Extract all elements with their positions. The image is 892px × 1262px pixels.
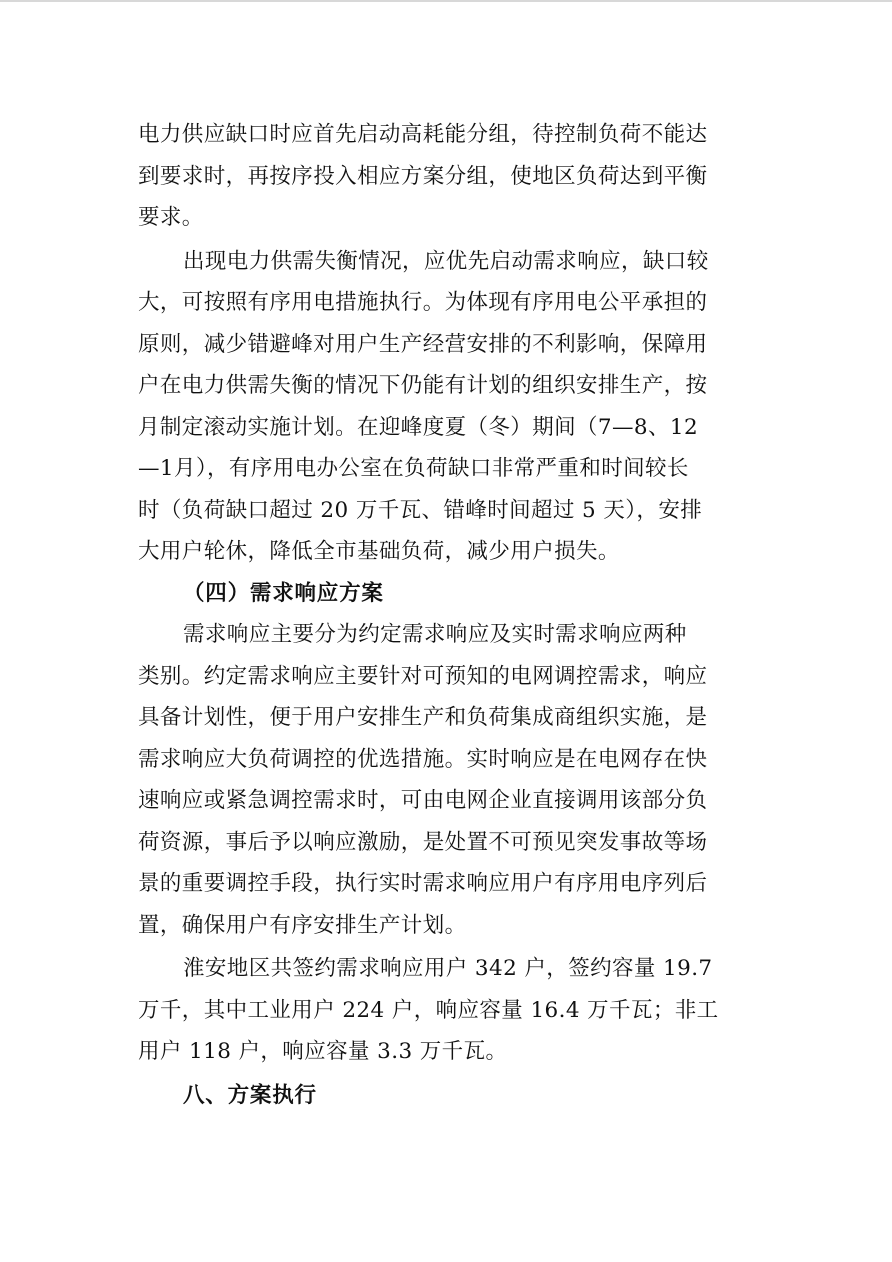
text-line: 户在电力供需失衡的情况下仍能有计划的组织安排生产，按: [138, 373, 708, 398]
paragraph-demand-response: [138, 614, 756, 946]
text-line: 速响应或紧急调控需求时，可由电网企业直接调用该部分负: [138, 788, 708, 813]
text-line: 淮安地区共签约需求响应用户 342 户，签约容量 19.7: [183, 956, 713, 981]
text-line: 置，确保用户有序安排生产计划。: [138, 912, 467, 938]
paragraph-supply-imbalance: [138, 241, 756, 573]
page-top-edge: [0, 0, 892, 2]
heading-text: （四）需求响应方案: [183, 580, 384, 606]
text-line: 荷资源，事后予以响应激励，是处置不可预见突发事故等场: [138, 829, 708, 855]
text-line: 大用户轮休，降低全市基础负荷，减少用户损失。: [138, 539, 620, 564]
section-heading-demand-response: [138, 573, 756, 615]
text-line: 时（负荷缺口超过 20 万千瓦、错峰时间超过 5 天），安排: [138, 497, 703, 523]
text-line: 电力供应缺口时应首先启动高耗能分组，待控制负荷不能达: [138, 122, 708, 147]
text-line: 要求。: [138, 205, 204, 230]
document-body: [138, 114, 756, 1116]
paragraph-huaian-contracts: [138, 948, 756, 1073]
paragraph-continuation: [138, 114, 756, 239]
heading-text: 八、方案执行: [183, 1082, 317, 1108]
text-line: 原则，减少错避峰对用户生产经营安排的不利影响，保障用: [138, 331, 708, 357]
text-line: 万千，其中工业用户 224 户，响应容量 16.4 万千瓦；非工: [138, 997, 719, 1023]
text-line: —1月），有序用电办公室在负荷缺口非常严重和时间较长: [138, 456, 689, 481]
text-line: 大，可按照有序用电措施执行。为体现有序用电公平承担的: [138, 290, 708, 315]
section-heading-plan-execution: [138, 1075, 756, 1117]
text-line: 月制定滚动实施计划。在迎峰度夏（冬）期间（7—8、12: [138, 414, 699, 440]
text-line: 需求响应主要分为约定需求响应及实时需求响应两种: [183, 622, 687, 647]
text-line: 出现电力供需失衡情况，应优先启动需求响应，缺口较: [183, 248, 709, 274]
text-line: 用户 118 户，响应容量 3.3 万千瓦。: [138, 1039, 508, 1064]
text-line: 具备计划性，便于用户安排生产和负荷集成商组织实施，是: [138, 705, 708, 730]
text-line: 到要求时，再按序投入相应方案分组，使地区负荷达到平衡: [138, 163, 708, 189]
text-line: 需求响应大负荷调控的优选措施。实时响应是在电网存在快: [138, 746, 708, 772]
text-line: 类别。约定需求响应主要针对可预知的电网调控需求，响应: [138, 663, 708, 689]
text-line: 景的重要调控手段，执行实时需求响应用户有序用电序列后: [138, 871, 708, 896]
